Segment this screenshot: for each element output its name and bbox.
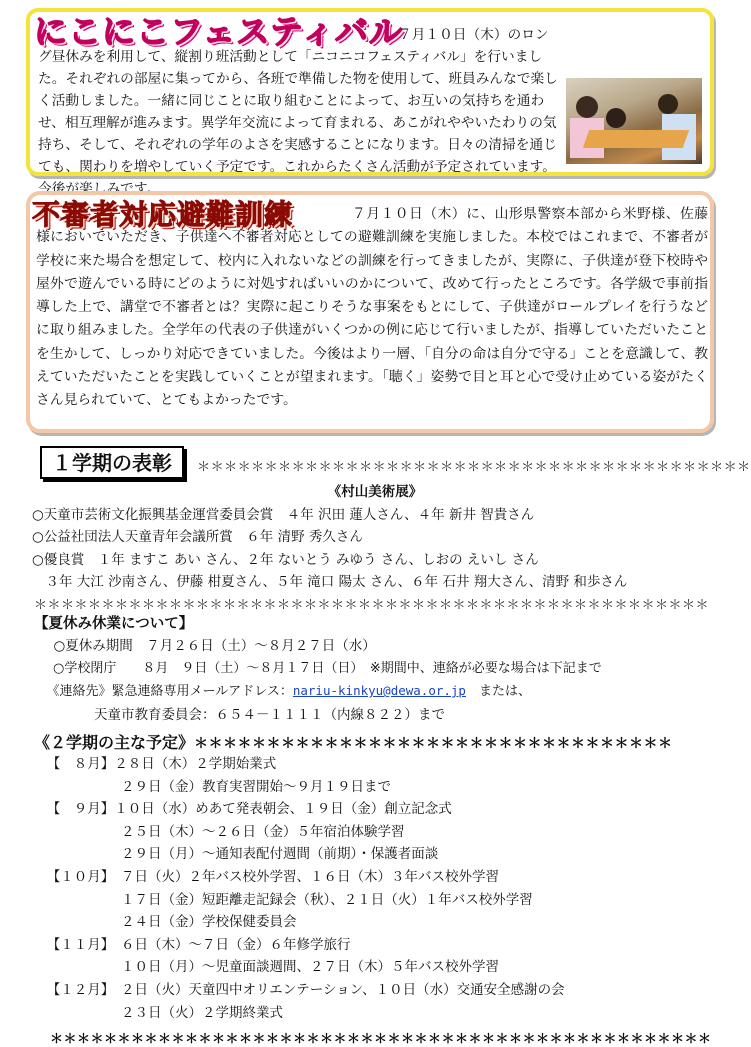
schedule-title: 《２学期の主な予定》 xyxy=(34,733,195,752)
contact-email-link[interactable]: nariu-kinkyu@dewa.or.jp xyxy=(292,683,466,698)
awards-subtitle: 《村山美術展》 xyxy=(327,484,423,500)
schedule-line: ２９日（月）～通知表配付週間（前期）・保護者面談 xyxy=(40,846,439,863)
schedule-line: ２４日（金）学校保健委員会 xyxy=(40,914,297,931)
schedule-line: 【１０月】 ７日（火）２年バス校外学習、１６日（木）３年バス校外学習 xyxy=(40,868,499,885)
drill-body: ７月１０日（木）に、山形県警察本部から米野様、佐藤様においでいただき、子供達へ不審者対応としての避難訓練を実施しました。本校ではこれまで、不審者が学校に来た場合を想定して、校内に入れないなどの訓練を行ってきましたが、実際に、子供達が登下校時や屋外で遊んでいる時にどのように対処すればいいのかについて、改めて行ったところです。各学級で事前指導した上で、講堂で不審者とは？実際に起こりそうな事案をもとにして、子供達がロールプレイを行うなどに取り組みました。全学年の代表の子供達がいくつかの例に応じて行いましたが、指導していただいたことを生かして、しっかり対応できていました。今後はより一層、「自分の命は自分で守る」ことを意識して、教えていただいたことを実践していくことが望まれます。「聴く」姿勢で目と耳と心で受け止めている姿がたくさん見られていて、とてもよかったです。 xyxy=(36,206,708,409)
award-line: ○公益社団法人天童青年会議所賞 ６年 清野 秀久さん xyxy=(32,529,363,545)
awards-section xyxy=(32,446,751,1047)
summer-closed: ○学校閉庁 ８月 ９日（土）～８月１７日（日） ※期間中、連絡が必要な場合は下記まで xyxy=(40,660,602,676)
summer-title: 【夏休み休業について】 xyxy=(34,615,194,632)
festival-photo xyxy=(566,78,702,164)
contact-prefix: 《連絡先》緊急連絡専用メールアドレス： xyxy=(40,684,293,699)
award-line: ３年 大江 沙南さん、伊藤 柑夏さん、５年 滝口 陽太 さん、６年 石井 翔大さん、清野 和歩さん xyxy=(32,574,628,590)
schedule-line: ２９日（金）教育実習開始～９月１９日まで xyxy=(40,778,391,795)
schedule-stars-bottom: ＊＊＊＊＊＊＊＊＊＊＊＊＊＊＊＊＊＊＊＊＊＊＊＊＊＊＊＊＊＊＊＊＊＊＊＊＊＊＊＊＊＊＊＊＊＊＊＊＊ xyxy=(50,1032,712,1047)
schedule-line: ２３日（火）２学期終業式 xyxy=(40,1004,283,1021)
festival-body-wrap xyxy=(38,24,706,200)
festival-title: にこにこフェスティバル xyxy=(34,12,404,51)
schedule-line: 【１２月】 ２日（火）天童四中オリエンテーション、１０日（水）交通安全感謝の会 xyxy=(40,981,565,998)
schedule-line: 【 ８月】２８日（木）２学期始業式 xyxy=(40,756,277,772)
festival-section xyxy=(26,8,714,197)
drill-title: 不審者対応避難訓練 xyxy=(32,198,294,231)
schedule-line: 【１１月】 ６日（木）～７日（金）６年修学旅行 xyxy=(40,936,351,953)
awards-stars: ＊＊＊＊＊＊＊＊＊＊＊＊＊＊＊＊＊＊＊＊＊＊＊＊＊＊＊＊＊＊＊＊＊＊＊＊＊＊＊＊＊ xyxy=(197,460,751,475)
schedule-line: １０日（月）～児童面談週間、２７日（木）５年バス校外学習 xyxy=(40,959,499,976)
contact-phone: 天童市教育委員会：６５４－１１１１（内線８２２）まで xyxy=(40,706,445,723)
contact-suffix: または、 xyxy=(465,684,531,699)
schedule-stars: ＊＊＊＊＊＊＊＊＊＊＊＊＊＊＊＊＊＊＊＊＊＊＊＊＊＊＊＊＊＊＊＊＊ xyxy=(194,736,673,752)
summer-period: ○夏休み期間 ７月２６日（土）～８月２７日（水） xyxy=(40,638,376,654)
award-line: ○優良賞 １年 ますこ あい さん、２年 ないとう みゆう さん、しおの えいし さん xyxy=(32,551,539,568)
award-line: ○天童市芸術文化振興基金運営委員会賞 ４年 沢田 蓮人さん、４年 新井 智貴さん xyxy=(32,506,535,523)
schedule-line: １７日（金）短距離走記録会（秋）、２１日（火）１年バス校外学習 xyxy=(40,891,533,908)
awards-stars-bottom: ＊＊＊＊＊＊＊＊＊＊＊＊＊＊＊＊＊＊＊＊＊＊＊＊＊＊＊＊＊＊＊＊＊＊＊＊＊＊＊＊＊＊＊＊＊＊＊＊＊＊ xyxy=(34,597,710,613)
schedule-line: 【 ９月】１０日（水）めあて発表朝会、１９日（金）創立記念式 xyxy=(40,801,452,818)
schedule-line: ２５日（木）～２６日（金）５年宿泊体験学習 xyxy=(40,823,405,840)
awards-title: １学期の表彰 xyxy=(40,446,184,479)
drill-section xyxy=(26,191,714,433)
festival-body: ７月１０日（木）のロング昼休みを利用して、縦割り班活動として「ニコニコフェスティバル」を行いました。それぞれの部屋に集ってから、各班で準備した物を使用して、班員みんなで楽しく活動しました。一緒に同じことに取り組むことによって、お互いの気持ちを通わせ、相互理解が進みます。異学年交流によって育まれる、あこがれややいたわりの気持ち、そして、それぞれの学年のよさを実感することになります。日々の清掃を通じても、関わりを増やしていく予定です。これからたくさん活動が予定されています。今後が楽しみです。 xyxy=(38,27,558,197)
